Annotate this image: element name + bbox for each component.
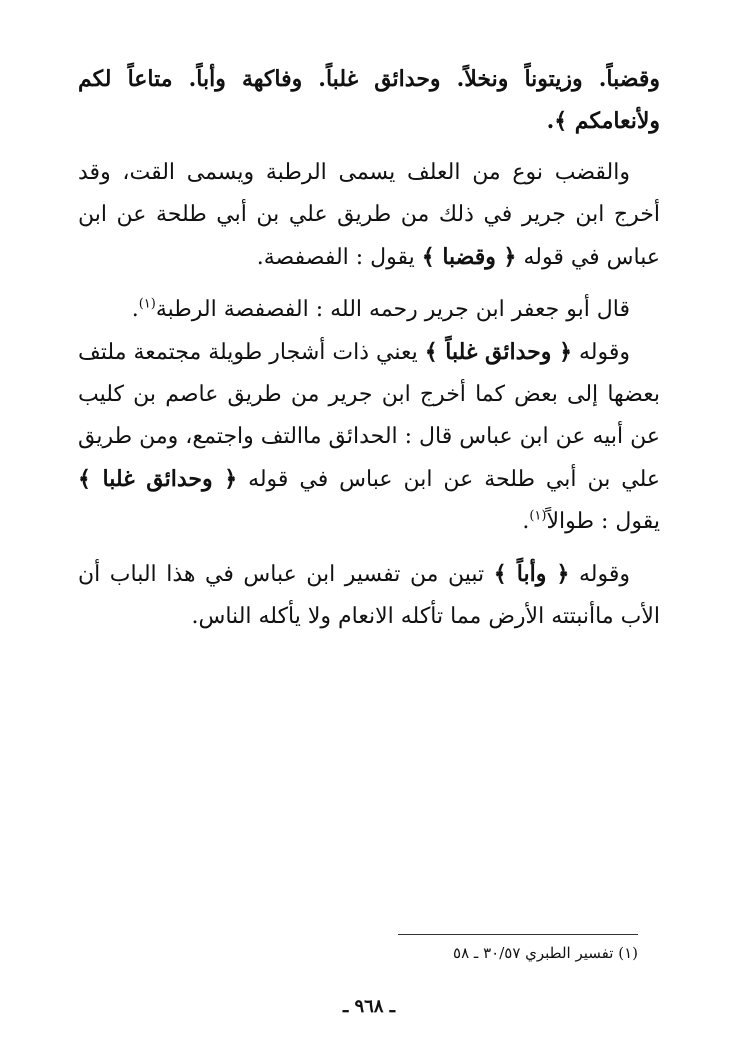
ibn-jarir-end: . bbox=[131, 297, 139, 322]
quran-quote-qadba: ﴿ وقضبا ﴾ bbox=[421, 244, 517, 270]
hadaiq-text: يعني ذات أشجار طويلة مجتمعة ملتف بعضها إلى بعض كما أخرج ابن جرير من طريق عاصم بن كليب عن أبيه عن ابن عباس قال : الحدائق ماالتف واجتمع، ومن طريق علي بن أبي طلحة عن ابن عباس في قوله bbox=[78, 340, 661, 492]
hadaiq-end: يقول : طوالاً bbox=[546, 509, 660, 534]
abb-start: وقوله bbox=[579, 562, 631, 587]
footnote-divider bbox=[398, 934, 638, 935]
footnote-ref: (١) bbox=[138, 296, 156, 312]
quran-quote-hadaiq: ﴿ وحدائق غلباً ﴾ bbox=[424, 339, 572, 365]
main-text bbox=[78, 58, 660, 638]
ibn-jarir-text: قال أبو جعفر ابن جرير رحمه الله : الفصفصة الرطبة bbox=[155, 297, 630, 322]
abb-text: تبين من تفسير ابن عباس في هذا الباب أن الأب ماأنبتته الأرض مما تأكله الانعام ولا يأكله الناس. bbox=[78, 562, 660, 629]
hadaiq-start: وقوله bbox=[578, 340, 630, 365]
quran-quote-abba: ﴿ وأباً ﴾ bbox=[493, 561, 570, 587]
paragraph-abb bbox=[78, 553, 660, 638]
hadaiq-final: . bbox=[522, 509, 530, 534]
paragraph-verse-continuation: وقضباً. وزيتوناً ونخلاً. وحدائق غلباً. وفاكهة وأباً. متاعاً لكم ولأنعامكم ﴾. bbox=[78, 66, 660, 134]
page-number: ـ ٩٦٨ ـ bbox=[342, 996, 396, 1017]
footnote: (١) تفسير الطبري ٣٠/٥٧ ـ ٥٨ bbox=[453, 944, 638, 962]
quran-quote-hadaiq-2: ﴿ وحدائق غلبا ﴾ bbox=[78, 466, 238, 492]
footnote-ref-2: (١) bbox=[529, 508, 547, 524]
paragraph-hadaiq bbox=[78, 331, 660, 543]
qadb-text: والقضب نوع من العلف يسمى الرطبة ويسمى القت، وقد أخرج ابن جرير في ذلك من طريق علي بن أبي طلحة عن ابن عباس في قوله bbox=[78, 160, 660, 270]
paragraph-ibn-jarir bbox=[78, 289, 660, 331]
paragraph-qadb bbox=[78, 152, 660, 279]
qadb-text-end: يقول : الفصفصة. bbox=[256, 245, 415, 270]
